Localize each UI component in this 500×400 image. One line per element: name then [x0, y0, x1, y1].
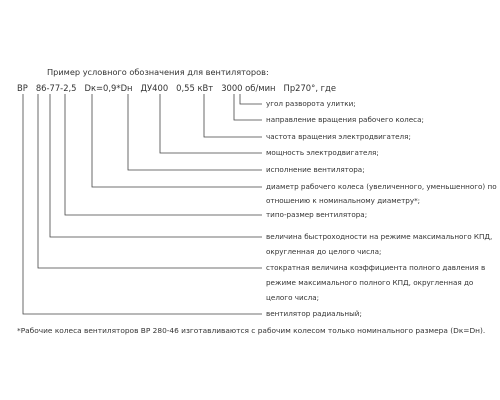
legend-pressure-line1: стократная величина коэффициента полного давления в: [266, 263, 486, 272]
legend-rotation-direction: направление вращения рабочего колеса;: [266, 115, 424, 124]
leader-power: [160, 94, 262, 153]
legend-motor-rpm: частота вращения электродвигателя;: [266, 132, 411, 141]
designation-type: ВР: [17, 83, 28, 93]
leader-direction: [234, 94, 262, 120]
designation-suffix: , где: [315, 83, 336, 93]
leader-execution: [128, 94, 262, 170]
legend-pressure-line2: режиме максимального полного КПД, округленная до: [266, 278, 474, 287]
legend-size: типо-размер вентилятора;: [266, 210, 368, 219]
legend-diameter-line2: отношению к номинальному диаметру*;: [266, 196, 421, 205]
leader-rpm: [204, 94, 262, 137]
footnote: *Рабочие колеса вентиляторов ВР 280-46 изготавливаются с рабочим колесом только номинального размера (Dк=Dн).: [17, 326, 486, 335]
leader-type: [23, 94, 262, 314]
leader-pressure: [38, 94, 262, 268]
designation-speed-coef: 86: [35, 83, 47, 93]
legend-execution: исполнение вентилятора;: [266, 165, 365, 174]
legend-speed-line2: округленная до целого числа;: [266, 247, 382, 256]
legend-motor-power: мощность электродвигателя;: [266, 148, 379, 157]
designation-diameter-ratio: Dк=0,9*Dн: [84, 83, 133, 93]
legend-pressure-line3: целого числа;: [266, 293, 320, 302]
designation-execution: ДУ400: [140, 83, 169, 93]
designation-rotation: Пр270°: [283, 83, 316, 93]
legend-rotation-angle: угол разворота улитки;: [266, 99, 356, 108]
designation-rpm: 3000 об/мин: [221, 83, 276, 93]
leader-rotation: [240, 94, 262, 104]
designation-pressure-coef: -77: [46, 83, 61, 93]
legend-diameter-line1: диаметр рабочего колеса (увеличенного, уменьшенного) по: [266, 182, 497, 191]
designation-power: 0,55 кВт: [176, 83, 214, 93]
designation-size: -2,5: [60, 83, 77, 93]
example-title: Пример условного обозначения для вентиляторов:: [47, 67, 269, 77]
leader-size: [65, 94, 262, 215]
legend-speed-line1: величина быстроходности на режиме максимального КПД,: [266, 232, 493, 241]
leader-speed: [50, 94, 262, 237]
leader-diameter: [92, 94, 262, 187]
legend-radial-fan: вентилятор радиальный;: [266, 309, 362, 318]
